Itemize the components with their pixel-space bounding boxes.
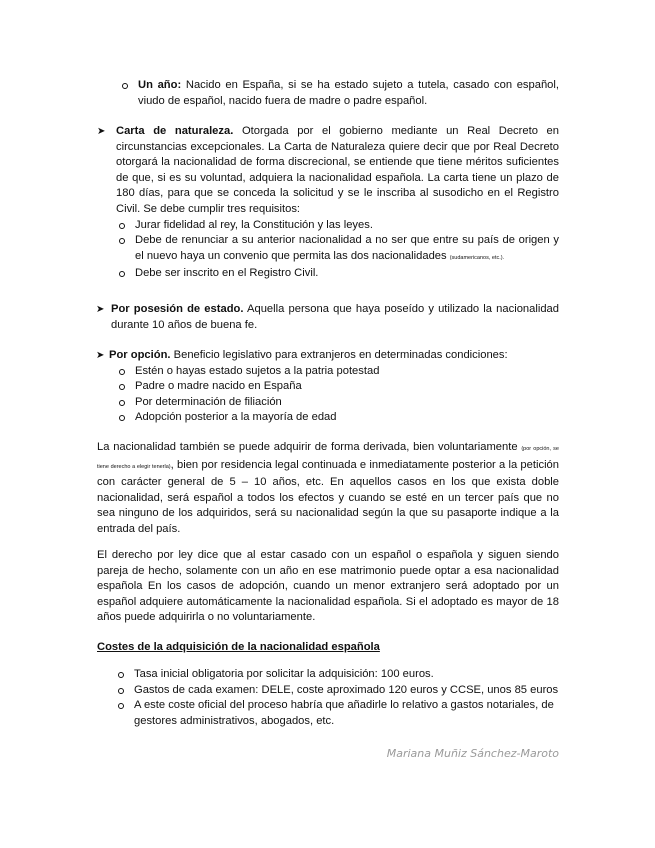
list-item: A este coste oficial del proceso habría que añadirle lo relativo a gastos notariales, de gestores administrativos, abogados, etc. — [114, 698, 559, 729]
opcion-section — [96, 348, 559, 426]
list-item-anio — [118, 78, 559, 109]
list-item-req3: Debe ser inscrito en el Registro Civil. — [115, 266, 559, 282]
carta-paragraph — [116, 124, 559, 218]
list-item: Tasa inicial obligatoria por solicitar la adquisición: 100 euros. — [114, 667, 559, 683]
arrow-bullet-icon: ➤ — [96, 304, 105, 315]
posesion-text: Aquella persona que haya poseído y utilizado la nacionalidad durante 10 años de buena fe. — [111, 303, 559, 331]
arrow-bullet-icon: ➤ — [96, 350, 105, 361]
anio-list — [118, 78, 559, 109]
para1-text-b: , bien por residencia legal continuada e inmediatamente posterior a la petición con carácter general de 5 – 10 años, etc. En aquellos casos en los que exista doble nacionalidad, será español a todos los efectos y cuando se esté en un tercer país que no sea ninguno de los adquiridos, será su nacionalidad según la que su pasaporte indique a la entrada del país. — [97, 458, 559, 535]
costes-title: Costes de la adquisición de la nacionalidad española — [97, 641, 380, 653]
carta-requirements — [115, 218, 559, 282]
opcion-text: Beneficio legislativo para extranjeros en determinadas condiciones: — [170, 349, 508, 361]
list-item: Por determinación de filiación — [115, 395, 559, 411]
list-item-req1: Jurar fidelidad al rey, la Constitución y las leyes. — [115, 218, 559, 234]
carta-text: Otorgada por el gobierno mediante un Real Decreto en circunstancias excepcionales. La Carta de Naturaleza quiere decir que por Real Decreto otorgará la nacionalidad de forma discrecional, se entiende que tiene méritos suficientes de que, si es su voluntad, adquiera la nacionalidad española. La carta tiene un plazo de 180 días, para que se conceda la solicitud y se le inscriba al susodicho en el Registro Civil. Se debe cumplir tres requisitos: — [116, 125, 559, 215]
para1-small-note: (por opción, se tiene derecho a elegir tenerla) — [97, 446, 559, 470]
posesion-label: Por posesión de estado. — [111, 303, 244, 315]
list-item-req2 — [115, 233, 559, 266]
anio-text: Nacido en España, si se ha estado sujeto a tutela, casado con español, viudo de español, nacido fuera de madre o padre español. — [138, 79, 560, 107]
req2-text: Debe de renunciar a su anterior nacionalidad a no ser que entre su país de origen y el nuevo haya un convenio que permita las dos nacionalidades — [135, 234, 559, 262]
anio-label: Un año: — [138, 79, 182, 91]
footer-author: Mariana Muñiz Sánchez-Maroto — [386, 747, 559, 760]
costes-list — [114, 667, 559, 729]
req2-small-note: (sudamericanos, etc.). — [449, 254, 505, 261]
paragraph-matrimonio-adopcion: El derecho por ley dice que al estar casado con un español o española y siguen siendo pareja de hecho, solamente con un año en ese matrimonio puede optar a esa nacionalidad española En los casos de adopción, cuando un menor extranjero será adoptado por un español adquiere automáticamente la nacionalidad española. Si el adoptado es mayor de 18 años puede adquirirla o no voluntariamente. — [97, 549, 559, 624]
opcion-label: Por opción. — [109, 349, 171, 361]
opcion-list — [115, 364, 559, 426]
opcion-paragraph — [109, 348, 559, 364]
carta-section — [97, 124, 559, 282]
list-item: Gastos de cada examen: DELE, coste aproximado 120 euros y CCSE, unos 85 euros — [114, 683, 559, 699]
posesion-section — [96, 302, 559, 333]
arrow-bullet-icon: ➤ — [97, 126, 106, 137]
paragraph-nacionalidad-derivada — [97, 440, 559, 538]
carta-label: Carta de naturaleza. — [116, 125, 234, 137]
posesion-paragraph — [111, 302, 559, 333]
list-item: Estén o hayas estado sujetos a la patria potestad — [115, 364, 559, 380]
list-item: Adopción posterior a la mayoría de edad — [115, 410, 559, 426]
list-item: Padre o madre nacido en España — [115, 379, 559, 395]
para1-text-a: La nacionalidad también se puede adquirir de forma derivada, bien voluntariamente — [97, 441, 522, 453]
